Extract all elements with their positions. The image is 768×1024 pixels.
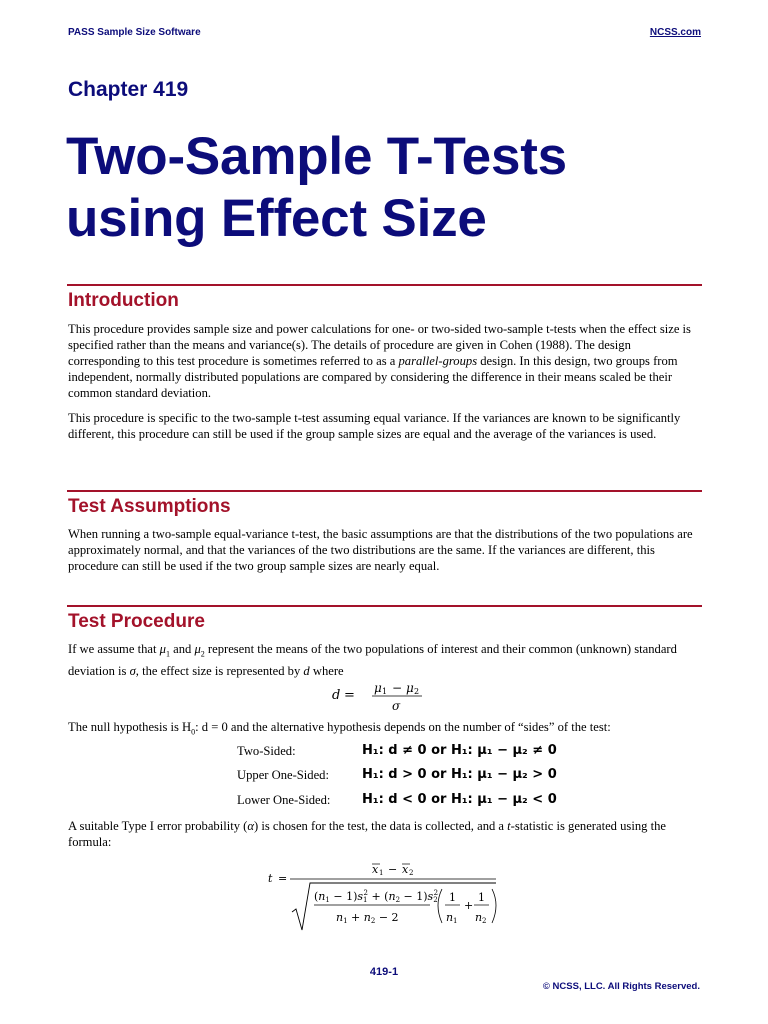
hypothesis-label-lower: Lower One-Sided:: [237, 793, 331, 807]
procedure-paragraph-2: [68, 818, 702, 850]
hypothesis-label-upper: Upper One-Sided:: [237, 768, 329, 782]
symbol-d: d: [303, 663, 310, 678]
text-run: : d = 0 and the alternative hypothesis depends on the number of “sides” of the test:: [195, 720, 611, 734]
text-run: This procedure provides sample size and power calculations for one- or two-sided two-sample t-tests when the effect size is specified rather than the means and variance(s). The details of procedure are given in Cohen (1988). The design corresponding to this test procedure is sometimes referred to as a: [68, 322, 691, 368]
plus-sign: +: [464, 899, 474, 912]
introduction-paragraph-1: [68, 321, 702, 401]
document-title: [66, 126, 706, 250]
x-bar-1: x: [372, 863, 379, 876]
numerator-one: 1: [478, 891, 485, 904]
eq-sigma: σ: [392, 699, 401, 713]
symbol-sigma: σ: [129, 663, 136, 678]
text-run: represent the means of the two populations of interest and their common (unknown) standard deviation is: [68, 642, 677, 678]
copyright-notice: © NCSS, LLC. All Rights Reserved.: [542, 981, 700, 992]
x-bar-2: x: [402, 863, 409, 876]
procedure-paragraph-1: [68, 641, 702, 679]
text-run: where: [309, 663, 344, 678]
hypothesis-label-two-sided: Two-Sided:: [237, 744, 296, 758]
text-run: -statistic is generated using the formula:: [68, 819, 666, 849]
n-2: n: [475, 911, 483, 924]
hypothesis-formula-upper: H₁: d > 0 or H₁: μ₁ − μ₂ > 0: [362, 767, 557, 782]
hypothesis-formula-two-sided: H₁: d ≠ 0 or H₁: μ₁ − μ₂ ≠ 0: [362, 743, 557, 758]
eq-d-symbol: d: [332, 688, 341, 703]
chapter-label: Chapter 419: [68, 78, 189, 101]
text-run: design. In this design, two groups from independent, normally distributed populations are compared by considering the difference in their means scaled be their common standard deviation.: [68, 354, 678, 400]
symbol-alpha: α: [247, 819, 254, 833]
subscript: 1: [165, 649, 170, 659]
text-run: The null hypothesis is H: [68, 720, 192, 734]
product-name: PASS Sample Size Software: [68, 27, 201, 38]
eq-minus: −: [392, 681, 403, 695]
eq-mu: μ: [406, 681, 414, 695]
right-paren: [492, 889, 496, 923]
hypothesis-formula-lower: H₁: d < 0 or H₁: μ₁ − μ₂ < 0: [362, 792, 557, 807]
text-run: and: [169, 642, 195, 656]
text-run: ) is chosen for the test, the data is collected, and a: [253, 819, 508, 833]
effect-size-equation: [330, 680, 450, 714]
symbol-t: t: [507, 819, 511, 833]
site-link[interactable]: NCSS.com: [649, 27, 701, 38]
subscript: 1: [379, 869, 384, 877]
italic-term: parallel-groups: [398, 354, 478, 368]
inner-denominator: n1 + n2 − 2: [336, 911, 399, 925]
minus-sign: −: [388, 863, 398, 876]
null-hypothesis-text: [68, 719, 702, 741]
subscript: 0: [191, 727, 196, 737]
text-run: A suitable Type I error probability (: [68, 819, 248, 833]
assumptions-paragraph: When running a two-sample equal-variance t-test, the basic assumptions are that the distributions of the two populations are approximately normal, and that the variances of the two distributions are the same. If the variances are different, this procedure can still be used if the two group sample sizes are nearly equal.: [68, 527, 693, 573]
eq-equals: =: [344, 688, 355, 703]
subscript: 1: [453, 917, 458, 925]
section-heading-procedure: Test Procedure: [68, 611, 205, 632]
subscript: 2: [409, 869, 414, 877]
page-number: 419-1: [369, 966, 399, 978]
text-run: If we assume that: [68, 642, 160, 656]
t-symbol: t: [268, 872, 273, 885]
section-heading-assumptions: Test Assumptions: [68, 496, 231, 517]
symbol-mu: μ: [194, 642, 201, 656]
title-line-2: using Effect Size: [66, 189, 487, 248]
t-equals: =: [278, 872, 288, 885]
title-line-1: Two-Sample T-Tests: [66, 127, 567, 186]
page-header: [68, 27, 701, 41]
n-1: n: [446, 911, 454, 924]
symbol-mu: μ: [159, 642, 166, 656]
eq-mu: μ: [374, 681, 382, 695]
eq-sub: 1: [382, 687, 388, 696]
section-divider: [67, 605, 702, 607]
introduction-paragraph-2: This procedure is specific to the two-sample t-test assuming equal variance. If the variances are known to be significantly different, this procedure can still be used if the group sample sizes are equal and the average of the variances is used.: [68, 411, 681, 441]
t-statistic-formula: [266, 860, 506, 932]
section-divider: [67, 284, 702, 286]
left-paren: [438, 889, 442, 923]
text-run: , the effect size is represented by: [135, 663, 304, 678]
eq-sub: 2: [414, 687, 420, 696]
subscript: 2: [200, 649, 205, 659]
section-heading-introduction: Introduction: [68, 290, 179, 311]
section-divider: [67, 490, 702, 492]
numerator-one: 1: [449, 891, 456, 904]
inner-numerator-1: (n1 − 1)s12 + (n2 − 1)s22: [314, 889, 439, 904]
subscript: 2: [482, 917, 487, 925]
